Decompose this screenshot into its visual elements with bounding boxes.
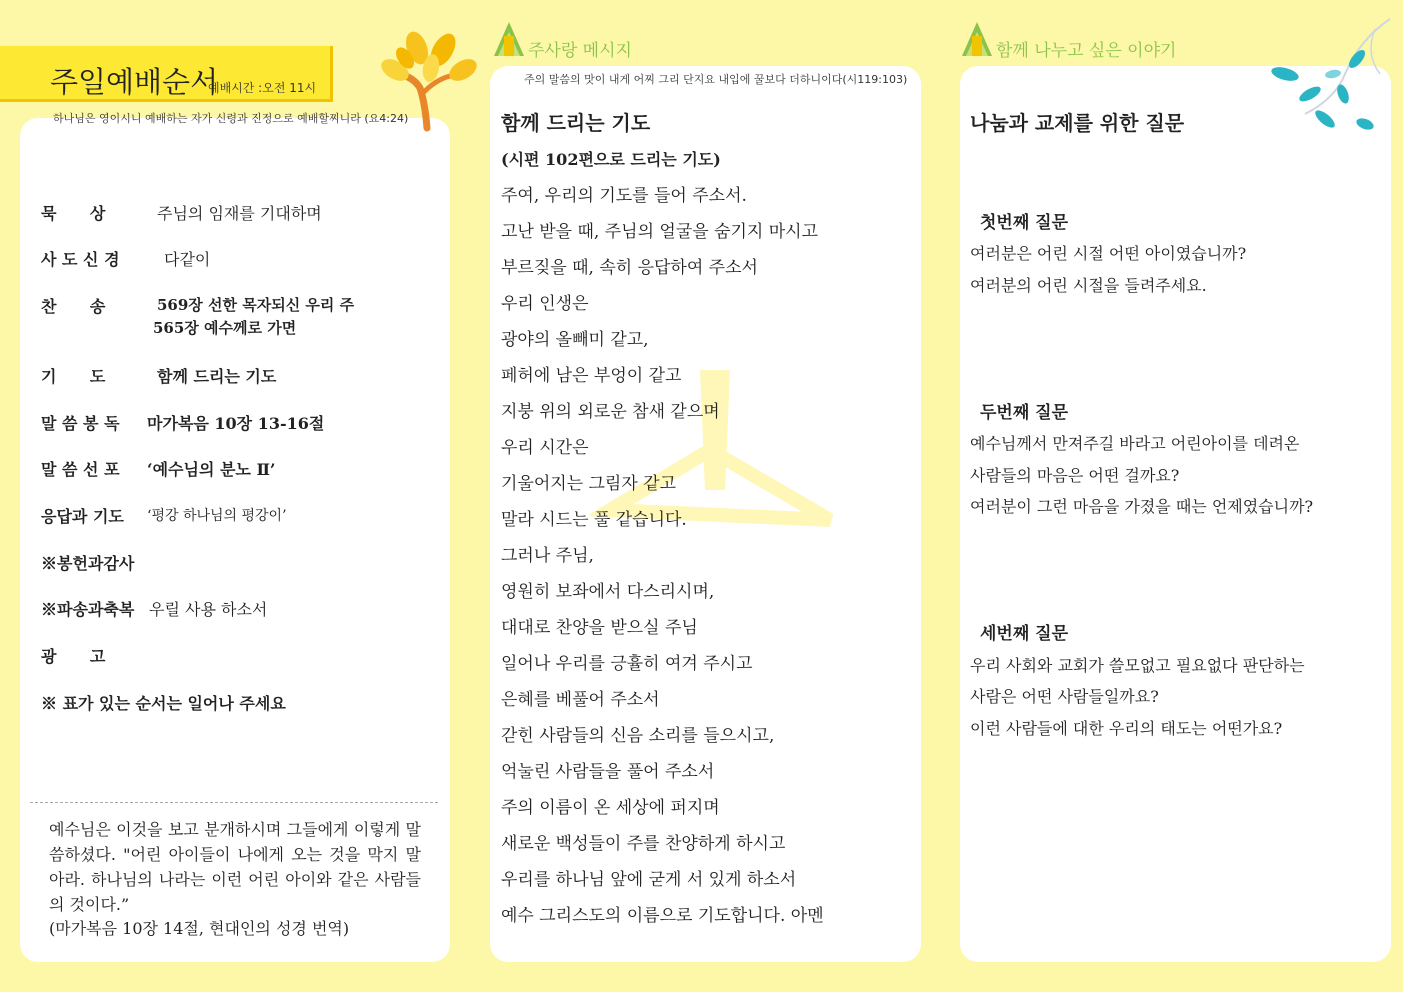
- section-icon: [960, 12, 994, 56]
- prayer-line: 페허에 남은 부엉이 같고: [501, 366, 682, 386]
- order-item: 찬 송 569장 선한 목자되신 우리 주 565장 예수께로 가면: [41, 296, 355, 337]
- order-item: 기 도 함께 드리는 기도: [41, 367, 277, 386]
- order-item: 말 씀 선 포 ‘예수님의 분노 Ⅱ’: [41, 460, 276, 479]
- prayer-line: 억눌린 사람들을 풀어 주소서: [501, 762, 715, 782]
- leaf-ornament-icon: [1265, 14, 1400, 134]
- prayer-line: 영원히 보좌에서 다스리시며,: [501, 582, 715, 602]
- service-time: 예배시간 :오전 11시: [208, 81, 317, 95]
- divider: [30, 802, 438, 803]
- prayer-line: 고난 받을 때, 주님의 얼굴을 숨기지 마시고: [501, 222, 819, 242]
- message-verse: 주의 말씀의 맛이 내게 어찌 그리 단지요 내입에 꿀보다 더하니이다(시119:103): [524, 73, 908, 86]
- order-item: 광 고: [41, 647, 106, 666]
- prayer-line: 은혜를 베풀어 주소서: [501, 690, 660, 710]
- page-title: 주일예배순서: [50, 65, 219, 99]
- prayer-line: 기울어지는 그림자 같고: [501, 474, 677, 494]
- question-line: 여러분의 어린 시절을 들려주세요.: [970, 276, 1207, 295]
- order-note: ※ 표가 있는 순서는 일어나 주세요: [41, 694, 286, 713]
- prayer-subtitle: (시편 102편으로 드리는 기도): [501, 150, 721, 169]
- prayer-line: 일어나 우리를 긍휼히 여겨 주시고: [501, 654, 753, 674]
- order-item: 사 도 신 경 다같이: [41, 250, 211, 269]
- questions-title: 나눔과 교제를 위한 질문: [970, 111, 1185, 135]
- prayer-line: 갇힌 사람들의 신음 소리를 들으시고,: [501, 726, 775, 746]
- question-line: 여러분은 어린 시절 어떤 아이였습니까?: [970, 244, 1247, 263]
- section-icon: [492, 12, 526, 56]
- question-line: 사람들의 마음은 어떤 걸까요?: [970, 466, 1180, 485]
- tree-icon: [365, 28, 480, 133]
- prayer-line: 주의 이름이 온 세상에 퍼지며: [501, 798, 720, 818]
- prayer-line: 우리 시간은: [501, 438, 589, 458]
- prayer-line: 그러나 주님,: [501, 546, 594, 566]
- prayer-line: 새로운 백성들이 주를 찬양하게 하시고: [501, 834, 786, 854]
- prayer-line: 예수 그리스도의 이름으로 기도합니다. 아멘: [501, 906, 824, 926]
- prayer-line: 우리를 하나님 앞에 굳게 서 있게 하소서: [501, 870, 797, 890]
- question-line: 우리 사회와 교회가 쓸모없고 필요없다 판단하는: [970, 656, 1305, 675]
- share-section-title: 함께 나누고 싶은 이야기: [996, 41, 1177, 61]
- prayer-line: 말라 시드는 풀 같습니다.: [501, 510, 687, 530]
- question-line: 여러분이 그런 마음을 가졌을 때는 언제였습니까?: [970, 497, 1314, 516]
- bible-quote: 예수님은 이것을 보고 분개하시며 그들에게 이렇게 말씀하셨다. "어린 아이들이 나에게 오는 것을 막지 말아라. 하나님의 나라는 이런 어린 아이와 같은 사람들의 것이다.”: [49, 820, 421, 914]
- prayer-line: 우리 인생은: [501, 294, 589, 314]
- question-heading: 두번째 질문: [980, 403, 1069, 423]
- order-item: ※파송과축복 우릴 사용 하소서: [41, 600, 268, 619]
- order-item: 응답과 기도 ‘평강 하나님의 평강이’: [41, 507, 287, 526]
- order-item: 말 씀 봉 독 마가복음 10장 13-16절: [41, 414, 325, 433]
- question-line: 예수님께서 만져주길 바라고 어린아이를 데려온: [970, 434, 1300, 453]
- prayer-line: 대대로 찬양을 받으실 주님: [501, 618, 698, 638]
- quote-reference: (마가복음 10장 14절, 현대인의 성경 번역): [49, 919, 350, 938]
- question-heading: 첫번째 질문: [980, 213, 1069, 233]
- prayer-title: 함께 드리는 기도: [501, 111, 651, 135]
- header-verse: 하나님은 영이시니 예배하는 자가 신령과 진정으로 예배할찌니라 (요4:24): [53, 112, 409, 125]
- prayer-line: 광야의 올빼미 같고,: [501, 330, 649, 350]
- question-heading: 세번째 질문: [980, 624, 1069, 644]
- question-line: 사람은 어떤 사람들일까요?: [970, 687, 1159, 706]
- prayer-line: 부르짖을 때, 속히 응답하여 주소서: [501, 258, 758, 278]
- prayer-line: 지붕 위의 외로운 참새 같으며: [501, 402, 720, 422]
- prayer-line: 주여, 우리의 기도를 들어 주소서.: [501, 186, 747, 206]
- order-item: ※봉헌과감사: [41, 554, 135, 573]
- message-section-title: 주사랑 메시지: [528, 41, 632, 61]
- question-line: 이런 사람들에 대한 우리의 태도는 어떤가요?: [970, 719, 1283, 738]
- order-item: 묵 상 주님의 임재를 기대하며: [41, 204, 322, 223]
